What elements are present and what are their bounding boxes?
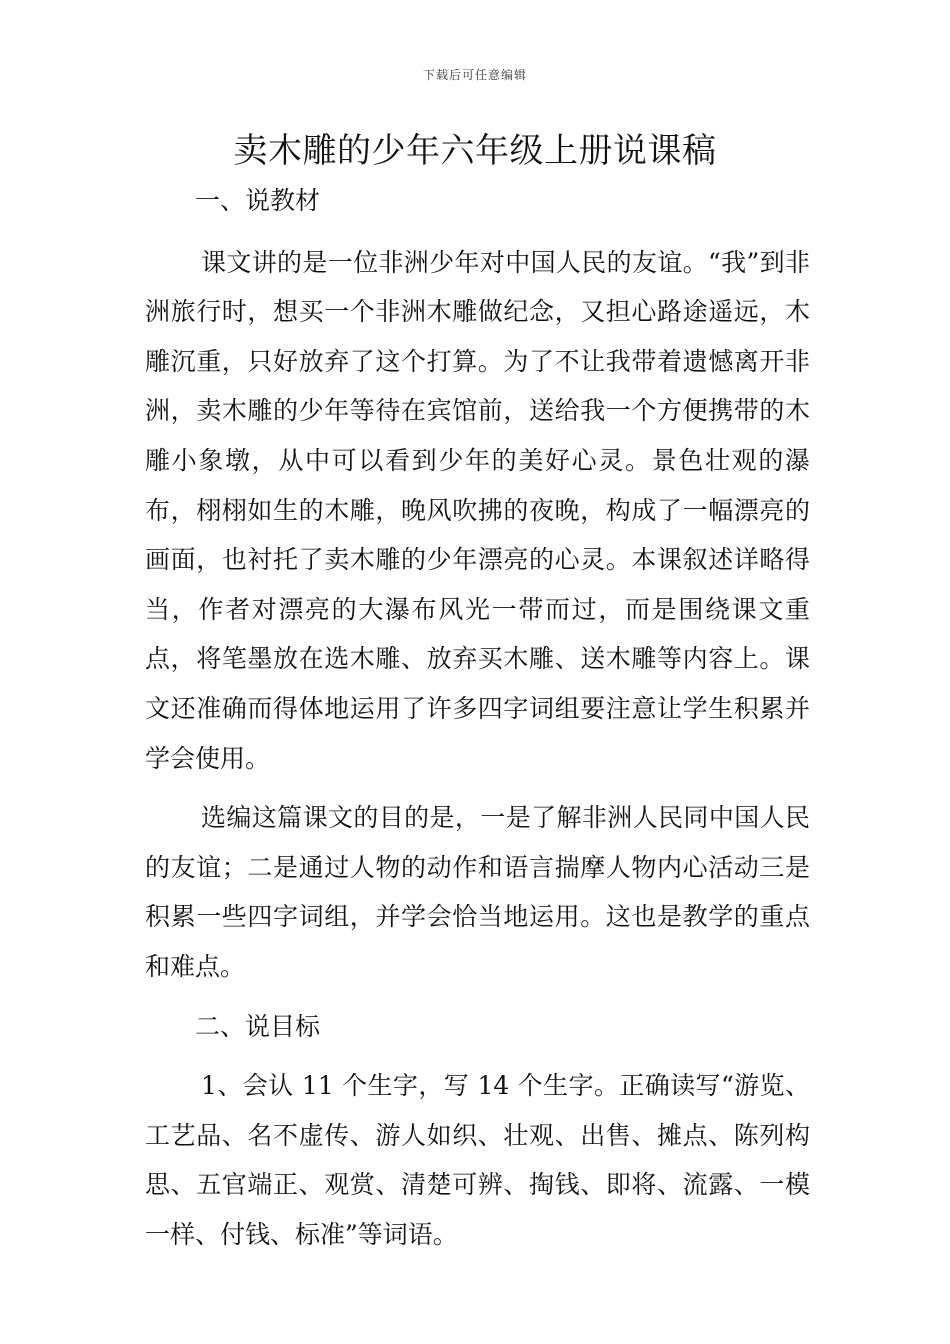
section-heading-objectives: 二、说目标 — [195, 1011, 321, 1041]
paragraph-text-summary: 课文讲的是一位非洲少年对中国人民的友谊。“我”到非洲旅行时，想买一个非洲木雕做纪念，又担心路途遥远，木雕沉重，只好放弃了这个打算。为了不让我带着遗憾离开非洲，卖木雕的少年等待在宾馆前，送给我一个方便携带的木雕小象墩，从中可以看到少年的美好心灵。景色壮观的瀑布，栩栩如生的木雕，晚风吹拂的夜晚，构成了一幅漂亮的画面，也衬托了卖木雕的少年漂亮的心灵。本课叙述详略得当，作者对漂亮的大瀑布风光一带而过，而是围绕课文重点，将笔墨放在选木雕、放弃买木雕、送木雕等内容上。课文还准确而得体地运用了许多四字词组要注意让学生积累并学会使用。 — [145, 247, 810, 773]
document-body — [145, 176, 810, 1259]
header-note: 下载后可任意编辑 — [422, 68, 527, 82]
section-heading-teaching-material: 一、说教材 — [195, 186, 321, 215]
paragraph-objective-1: 1、会认 11 个生字，写 14 个生字。正确读写“游览、工艺品、名不虚传、游人如织、壮观、出售、摊点、陈列构思、五官端正、观赏、清楚可辨、掏钱、即将、流露、一模一样、付钱、标准”等词语。 — [145, 1071, 810, 1249]
paragraph-text-purpose: 选编这篇课文的目的是，一是了解非洲人民同中国人民的友谊；二是通过人物的动作和语言揣摩人物内心活动三是积累一些四字词组，并学会恰当地运用。这也是教学的重点和难点。 — [145, 803, 810, 981]
document-title: 卖木雕的少年六年级上册说课稿 — [233, 131, 717, 171]
